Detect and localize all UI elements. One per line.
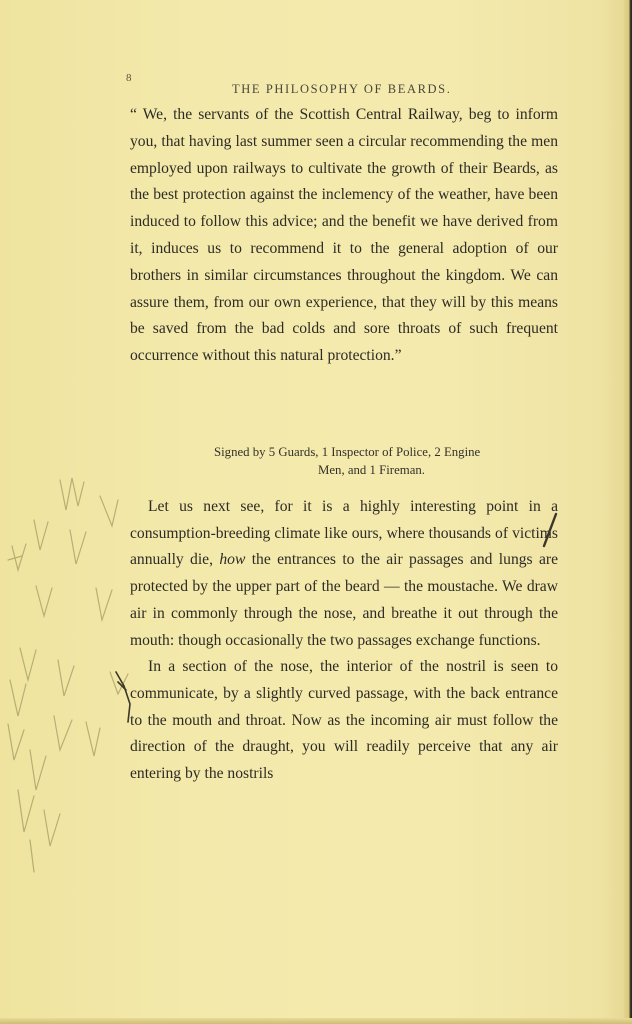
pencil-stroke [86, 722, 100, 756]
ink-slash-mark [538, 510, 562, 550]
essay-paragraph-1 [130, 494, 558, 654]
signature-line-2: Men, and 1 Fireman. [318, 463, 425, 477]
pencil-stroke [8, 544, 26, 570]
page-edge-bottom [0, 1018, 632, 1024]
signature-line-1: Signed by 5 Guards, 1 Inspector of Police, 2 Engine [214, 445, 481, 459]
pencil-marginalia [0, 460, 140, 880]
pencil-stroke [30, 840, 34, 872]
pencil-stroke [36, 586, 52, 616]
essay-text [130, 494, 558, 788]
pencil-stroke [58, 660, 74, 696]
pencil-stroke [100, 496, 118, 526]
ink-stroke [116, 672, 130, 722]
quoted-letter [130, 102, 558, 370]
quote-paragraph: “ We, the servants of the Scottish Central Railway, beg to inform you, that having last summer seen a circular recommending the men employed upon railways to cultivate the growth of their Beards, as the best protection against the inclemency of the weather, have been induced to follow this advice; and the benefit we have derived from it, induces us to recommend it to the general adoption of our brothers in similar circumstances throughout the kingdom. We can assure them, from our own experience, that they will by this means be saved from the bad colds and sore throats of such frequent occurrence without this natural protection.” [130, 106, 558, 365]
essay-p1-text-a: Let us next see, for it is a highly interesting point in a consumption-breeding climate like ours, where thousands of victims annually die, [130, 498, 558, 569]
signature-note [214, 443, 558, 479]
pencil-stroke [44, 810, 60, 846]
page-edge-right [624, 0, 632, 1024]
pencil-stroke [18, 790, 34, 832]
pencil-stroke [96, 588, 112, 620]
essay-p1-text-b: the entrances to the air passages and lungs are protected by the upper part of the beard — the moustache. We draw air in commonly through the nose, and breathe it out through the mouth: though occasionally the two passages exchange functions. [130, 551, 558, 649]
pencil-stroke [54, 716, 72, 750]
pencil-stroke [20, 648, 36, 680]
pencil-stroke [60, 478, 84, 510]
running-head: THE PHILOSOPHY OF BEARDS. [232, 82, 452, 96]
pencil-stroke [8, 724, 24, 760]
pencil-stroke [10, 680, 26, 716]
essay-p1-emphasis: how [219, 551, 246, 569]
pencil-stroke [70, 530, 86, 564]
pencil-stroke [30, 750, 46, 790]
pencil-stroke [34, 520, 48, 550]
essay-paragraph-2: In a section of the nose, the interior of the nostril is seen to communicate, by a slightly curved passage, with the back entrance to the mouth and throat. Now as the incoming air must follow the direction of the draught, you will readily perceive that any air entering by the nostrils [130, 658, 558, 783]
page-number: 8 [126, 72, 132, 84]
